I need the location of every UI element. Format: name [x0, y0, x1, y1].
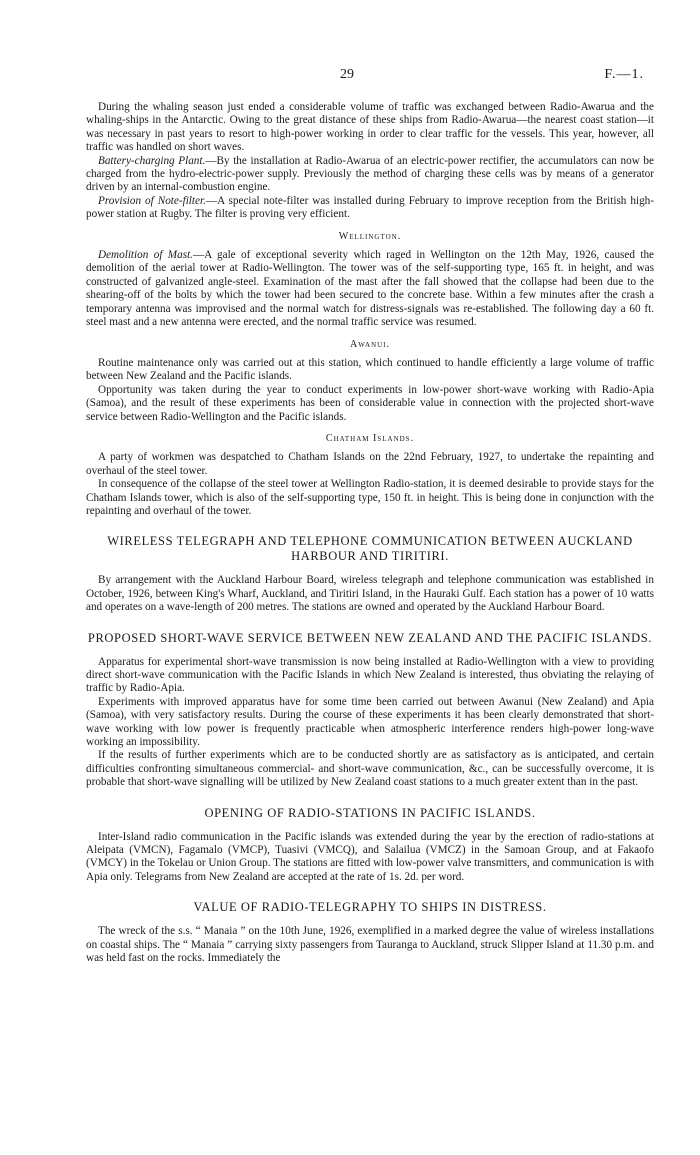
section-subheading: Chatham Islands. [325, 432, 415, 444]
paragraph: Apparatus for experimental short-wave transmission is now being installed at Radio-Wellington with a view to providing direct short-wave communication with the Pacific Islands in which New Zealand is interested, thus obviating the relaying of traffic by Radio-Apia. [86, 655, 654, 695]
paragraph: Opportunity was taken during the year to conduct experiments in low-power short-wave working with Radio-Apia (Samoa), and the result of these experiments has been of considerable value in connection with the projected short-wave service between Radio-Wellington and the Pacific islands. [86, 383, 654, 423]
section-heading: OPENING OF RADIO-STATIONS IN PACIFIC ISLANDS. [204, 805, 536, 820]
paragraph: Inter-Island radio communication in the Pacific islands was extended during the year by the erection of radio-stations at Aleipata (VMCN), Fagamalo (VMCP), Tuasivi (VMCQ), and Salailua (VMCZ) in the Samoan Group, and at Fakaofo (VMCY) in the Tokelau or Union Group. The stations are fitted with low-power valve transmitters, and communication is with Apia only. Telegrams from New Zealand are accepted at the rate of 1s. 2d. per word. [86, 830, 655, 883]
paragraph [86, 195, 654, 222]
paragraph-title: Provision of Note-filter. [98, 194, 206, 207]
paragraph: The wreck of the s.s. “ Manaia ” on the 10th June, 1926, exemplified in a marked degree the value of wireless installations on coastal ships. The “ Manaia ” carrying sixty passengers from Tauranga to Auckland, struck Slipper Island at 11.30 p.m. and was held fast on the rocks. Immediately the [86, 925, 654, 965]
section-subheading: Awanui. [349, 338, 391, 350]
paragraph: In consequence of the collapse of the steel tower at Wellington Radio-station, it is deemed desirable to provide stays for the Chatham Islands tower, which is also of the self-supporting type, 150 ft. in height. This is being done in conjunction with the repainting and overhaul of the tower. [86, 478, 654, 517]
paragraph-text: —By the installation at Radio-Awarua of an electric-power rectifier, the accumulators can now be charged from the hydro-electric-power supply. Previously the method of charging these cells was by means of a generator driven by an internal-combustion engine. [86, 154, 654, 194]
paragraph [86, 249, 654, 329]
paragraph: If the results of further experiments which are to be conducted shortly are as satisfactory as is anticipated, and certain difficulties confronting simultaneous commercial- and short-wave communication, &c., can be successfully overcome, it is probable that short-wave signalling will be utilized by New Zealand coast stations to a much greater extent than in the past. [86, 749, 654, 789]
paragraph: Experiments with improved apparatus have for some time been carried out between Awanui (New Zealand) and Apia (Samoa), with very satisfactory results. During the course of these experiments it has been clearly demonstrated that short-wave working with low power is frequently practicable when atmospheric interference renders high-power long-wave working an impossibility. [86, 695, 654, 749]
document-reference: F.—1. [604, 67, 644, 82]
paragraph-text: —A gale of exceptional severity which raged in Wellington on the 12th May, 1926, caused the demolition of the aerial tower at Radio-Wellington. The tower was of the self-supporting type, 165 ft. in height, and was constructed of galvanized angle-steel. Examination of the mast after the fall showed that the collapse had been due to the shearing-off of the bolts by which the tower had been secured to the concrete base. Within a few minutes after the crash a temporary antenna was improvised and the normal watch for distress-signals was re-established. The following day a 60 ft. steel mast and a new antenna were erected, and the normal traffic service was resumed. [86, 249, 655, 329]
paragraph-text: —A special note-filter was installed during February to improve reception from the British high-power station at Rugby. The filter is proving very efficient. [86, 194, 654, 221]
section-subheading: Wellington. [338, 230, 402, 242]
page-header [0, 68, 700, 88]
paragraph-title: Demolition of Mast. [98, 249, 193, 262]
paragraph: By arrangement with the Auckland Harbour Board, wireless telegraph and telephone communication was established in October, 1926, between King's Wharf, Auckland, and Tiritiri Island, in the Hauraki Gulf. Each station has a power of 10 watts and operates on a wave-length of 200 metres. The stations are owned and operated by the Auckland Harbour Board. [86, 574, 654, 614]
section-heading: WIRELESS TELEGRAPH AND TELEPHONE COMMUNICATION BETWEEN AUCKLAND HARBOUR AND TIRITIRI. [107, 534, 633, 564]
page-number: 29 [340, 67, 354, 82]
paragraph: During the whaling season just ended a considerable volume of traffic was exchanged between Radio-Awarua and the whaling-ships in the Antarctic. Owing to the great distance of these ships from Radio-Awarua—the nearest coast station—it was necessary in past years to resort to high-power working in order to clear traffic for the vessels. This year, however, all traffic was handled on short waves. [86, 101, 654, 154]
paragraph: Routine maintenance only was carried out at this station, which continued to handle efficiently a large volume of traffic between New Zealand and the Pacific islands. [86, 356, 654, 383]
section-heading: VALUE OF RADIO-TELEGRAPHY TO SHIPS IN DISTRESS. [193, 900, 547, 915]
paragraph: A party of workmen was despatched to Chatham Islands on the 22nd February, 1927, to undertake the repainting and overhaul of the steel tower. [86, 451, 654, 477]
paragraph [86, 155, 654, 195]
paragraph-title: Battery-charging Plant. [98, 154, 206, 167]
section-heading: PROPOSED SHORT-WAVE SERVICE BETWEEN NEW ZEALAND AND THE PACIFIC ISLANDS. [87, 630, 653, 645]
page-content [86, 101, 654, 966]
